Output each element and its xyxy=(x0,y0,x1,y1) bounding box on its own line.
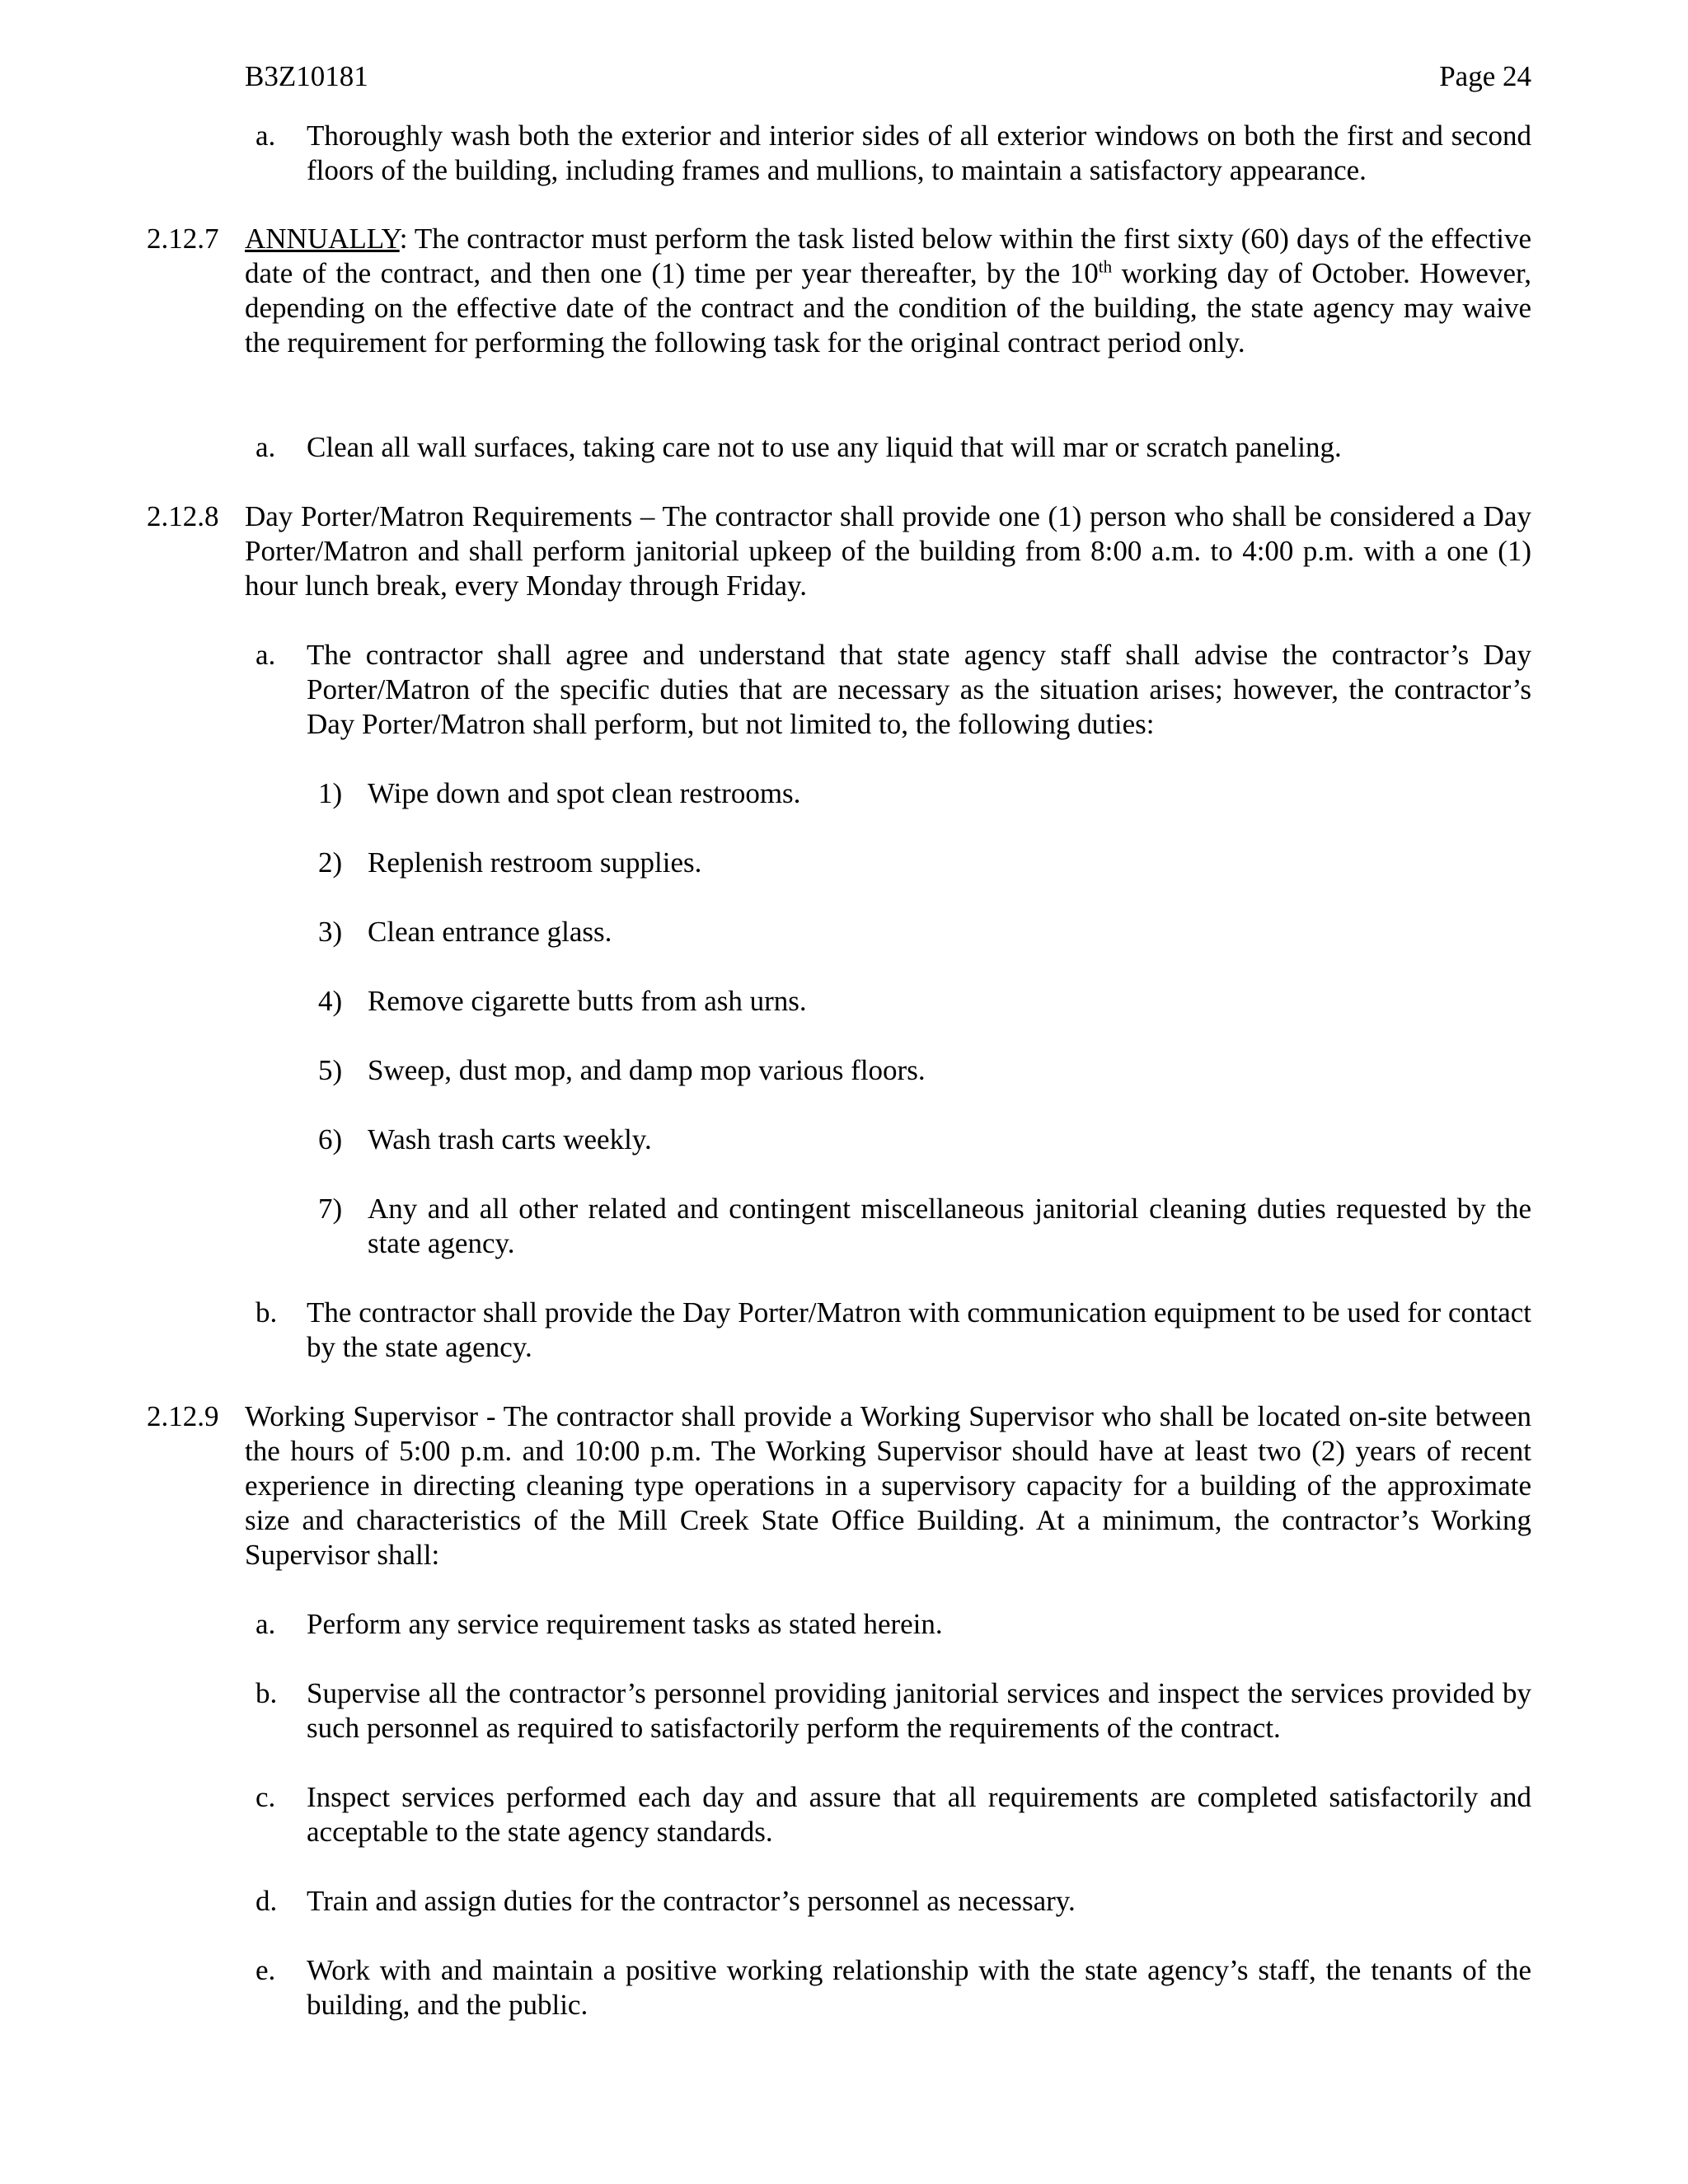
list-item-label: 4) xyxy=(318,985,343,1017)
item-text: Work with and maintain a positive working relationship with the state agency’s staff, the tenants of the building, and the public. xyxy=(307,1954,1531,2021)
item-label: a. xyxy=(256,639,276,671)
list-item-label: 5) xyxy=(318,1054,343,1086)
item-text: Thoroughly wash both the exterior and interior sides of all exterior windows on both the first and second floors of the building, including frames and mullions, to maintain a satisfactory appearance. xyxy=(307,120,1531,186)
item-label: d. xyxy=(256,1885,278,1917)
item-text: The contractor shall provide the Day Porter/Matron with communication equipment to be used for contact by the state agency. xyxy=(307,1296,1531,1363)
section-text: Day Porter/Matron Requirements – The contractor shall provide one (1) person who shall be considered a Day Porter/Matron and shall perform janitorial upkeep of the building from 8:00 a.m. to 4:00 p.m. with a one (1) hour lunch break, every Monday through Friday. xyxy=(245,500,1531,602)
superscript: th xyxy=(1098,256,1113,277)
item-text: Supervise all the contractor’s personnel providing janitorial services and inspect the services provided by such personnel as required to satisfactorily perform the requirements of the contract. xyxy=(307,1677,1531,1744)
section-number: 2.12.8 xyxy=(147,500,219,532)
item-label: b. xyxy=(256,1677,278,1709)
section-text xyxy=(245,222,1531,360)
item-label: b. xyxy=(256,1296,278,1329)
item-label: a. xyxy=(256,1608,276,1640)
item-text: Perform any service requirement tasks as stated herein. xyxy=(307,1608,943,1640)
section-text-part: : The contractor must perform the task listed below within the first sixty (60) days of the effective date of the contract, and then one (1) time per year thereafter, by the 10 xyxy=(245,223,1531,289)
section-heading: ANNUALLY xyxy=(245,223,400,255)
item-text: Clean all wall surfaces, taking care not to use any liquid that will mar or scratch paneling. xyxy=(307,431,1342,463)
list-item-text: Clean entrance glass. xyxy=(368,916,612,948)
list-item-text: Wash trash carts weekly. xyxy=(368,1123,652,1155)
list-item-label: 1) xyxy=(318,777,343,809)
item-label: a. xyxy=(256,431,276,463)
list-item-text: Replenish restroom supplies. xyxy=(368,846,702,879)
list-item-label: 3) xyxy=(318,916,343,948)
section-number: 2.12.7 xyxy=(147,223,219,255)
list-item-label: 6) xyxy=(318,1123,343,1155)
item-label: a. xyxy=(256,120,276,152)
item-text: Inspect services performed each day and assure that all requirements are completed satisfactorily and acceptable to the state agency standards. xyxy=(307,1781,1531,1848)
document-id: B3Z10181 xyxy=(245,60,368,92)
section-text: Working Supervisor - The contractor shall provide a Working Supervisor who shall be located on-site between the hours of 5:00 p.m. and 10:00 p.m. The Working Supervisor should have at least two (2) years of recent experience in directing cleaning type operations in a supervisory capacity for a building of the approximate size and characteristics of the Mill Creek State Office Building. At a minimum, the contractor’s Working Supervisor shall: xyxy=(245,1400,1531,1571)
section-text-part: working day of October. However, depending on the effective date of the contract and the condition of the building, the state agency may waive the requirement for performing the following task for the original contract period only. xyxy=(245,257,1532,359)
item-text: Train and assign duties for the contractor’s personnel as necessary. xyxy=(307,1885,1076,1917)
item-text: The contractor shall agree and understand that state agency staff shall advise the contractor’s Day Porter/Matron of the specific duties that are necessary as the situation arises; however, the contractor’s Day Porter/Matron shall perform, but not limited to, the following duties: xyxy=(307,639,1531,740)
list-item-text: Remove cigarette butts from ash urns. xyxy=(368,985,807,1017)
item-label: c. xyxy=(256,1781,276,1813)
list-item-text: Wipe down and spot clean restrooms. xyxy=(368,777,801,809)
list-item-label: 2) xyxy=(318,846,343,879)
list-item-text: Sweep, dust mop, and damp mop various floors. xyxy=(368,1054,926,1086)
list-item-label: 7) xyxy=(318,1193,343,1225)
list-item-text: Any and all other related and contingent miscellaneous janitorial cleaning duties requested by the state agency. xyxy=(368,1193,1531,1259)
item-label: e. xyxy=(256,1954,276,1986)
page-number: Page 24 xyxy=(1439,60,1531,92)
section-number: 2.12.9 xyxy=(147,1400,219,1432)
